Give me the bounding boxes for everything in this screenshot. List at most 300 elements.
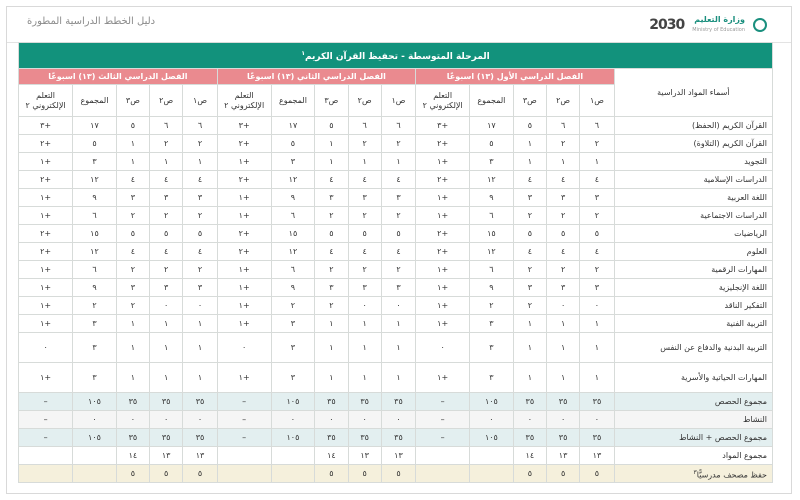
- table-cell: ٣٥: [315, 429, 348, 447]
- table-cell: ١: [183, 333, 217, 363]
- table-cell: ١: [580, 333, 614, 363]
- ministry-name: [692, 15, 745, 35]
- table-cell: ٤: [150, 243, 183, 261]
- table-cell: ٣: [470, 153, 514, 171]
- table-cell: ٤: [315, 171, 348, 189]
- table-cell: ٤: [580, 171, 614, 189]
- table-cell: +٢: [217, 135, 271, 153]
- column-header: التعلم الإلكتروني ٢: [217, 85, 271, 117]
- table-cell: ٣٥: [150, 393, 183, 411]
- table-cell: ١٠٥: [271, 393, 315, 411]
- table-cell: ١٠٥: [470, 393, 514, 411]
- table-cell: ٢: [116, 207, 149, 225]
- table-cell: ٣: [546, 279, 579, 297]
- table-cell: ٢: [348, 261, 381, 279]
- table-cell: ٥: [580, 465, 614, 483]
- table-cell: ٣٥: [513, 429, 546, 447]
- row-footnote: ٣: [693, 468, 697, 476]
- table-cell: ٠: [73, 411, 117, 429]
- column-header: ص٢: [348, 85, 381, 117]
- table-cell: ٣: [470, 333, 514, 363]
- subject-name: القرآن الكريم (الحفظ): [614, 117, 772, 135]
- table-cell: ١: [150, 315, 183, 333]
- table-cell: ٢: [150, 135, 183, 153]
- table-cell: ٤: [116, 243, 149, 261]
- column-header: ص٣: [315, 85, 348, 117]
- table-cell: –: [217, 411, 271, 429]
- table-cell: ١: [580, 315, 614, 333]
- subject-name: حفظ مصحف مدرسيًّا$^٣$: [614, 465, 772, 483]
- table-cell: ٩: [73, 189, 117, 207]
- table-cell: +١: [217, 189, 271, 207]
- subject-name: المهارات الرقمية: [614, 261, 772, 279]
- table-cell: ١: [315, 333, 348, 363]
- table-cell: ٣: [381, 189, 415, 207]
- table-cell: +١: [217, 297, 271, 315]
- table-cell: ١: [513, 333, 546, 363]
- table-row: [19, 261, 773, 279]
- table-cell: ١٣: [546, 447, 579, 465]
- table-cell: ١: [348, 363, 381, 393]
- table-cell: ٢: [580, 135, 614, 153]
- column-header: ص٢: [150, 85, 183, 117]
- table-cell: –: [19, 429, 73, 447]
- table-cell: [470, 447, 514, 465]
- table-cell: ٠: [348, 297, 381, 315]
- table-row: [19, 393, 773, 411]
- table-cell: ٣٥: [381, 393, 415, 411]
- table-cell: +٢: [217, 243, 271, 261]
- table-cell: [73, 465, 117, 483]
- table-cell: ١٥: [73, 225, 117, 243]
- table-cell: ١٣: [381, 447, 415, 465]
- table-cell: ٤: [546, 171, 579, 189]
- subject-name: مجموع الحصص: [614, 393, 772, 411]
- table-row: [19, 225, 773, 243]
- table-cell: +٢: [217, 171, 271, 189]
- table-cell: ٠: [19, 333, 73, 363]
- subject-name: الرياضيات: [614, 225, 772, 243]
- table-cell: ٥: [381, 225, 415, 243]
- table-cell: +١: [416, 153, 470, 171]
- table-cell: ٥: [150, 465, 183, 483]
- table-cell: ٢: [315, 261, 348, 279]
- semester-header: الفصل الدراسي الثالث (١٣) اسبوعًا: [19, 69, 218, 85]
- table-cell: –: [416, 393, 470, 411]
- table-cell: ١: [513, 153, 546, 171]
- table-cell: ٣: [513, 279, 546, 297]
- table-cell: –: [416, 411, 470, 429]
- table-cell: ٦: [73, 207, 117, 225]
- guide-title: دليل الخطط الدراسية المطورة: [27, 16, 156, 27]
- table-cell: ١: [116, 363, 149, 393]
- table-cell: +٢: [416, 225, 470, 243]
- table-cell: +١: [416, 189, 470, 207]
- table-cell: ٣: [513, 189, 546, 207]
- column-header: ص٣: [513, 85, 546, 117]
- table-cell: ٤: [183, 171, 217, 189]
- table-cell: ١: [315, 135, 348, 153]
- table-cell: +١: [416, 207, 470, 225]
- table-cell: ٥: [315, 465, 348, 483]
- table-cell: ٢: [116, 261, 149, 279]
- subject-name: الدراسات الإسلامية: [614, 171, 772, 189]
- table-cell: ١٥: [470, 225, 514, 243]
- table-cell: ٥: [470, 135, 514, 153]
- table-cell: ٩: [470, 279, 514, 297]
- table-cell: [271, 447, 315, 465]
- table-cell: ٠: [217, 333, 271, 363]
- table-cell: ٣٥: [116, 429, 149, 447]
- subject-name: النشاط: [614, 411, 772, 429]
- table-cell: ٣٥: [183, 393, 217, 411]
- subject-name: اللغة الإنجليزية: [614, 279, 772, 297]
- table-cell: ٣: [271, 153, 315, 171]
- table-cell: +٢: [19, 135, 73, 153]
- table-cell: +١: [416, 315, 470, 333]
- table-cell: ٥: [183, 225, 217, 243]
- table-cell: ٠: [150, 411, 183, 429]
- table-cell: ٣٥: [315, 393, 348, 411]
- table-cell: ٢: [580, 207, 614, 225]
- table-row: [19, 465, 773, 483]
- table-cell: ٤: [580, 243, 614, 261]
- table-cell: +٢: [19, 243, 73, 261]
- table-row: [19, 207, 773, 225]
- table-cell: ٦: [150, 117, 183, 135]
- table-cell: ٢: [546, 135, 579, 153]
- table-cell: ٩: [73, 279, 117, 297]
- table-cell: ٠: [546, 297, 579, 315]
- table-cell: ٥: [513, 465, 546, 483]
- subject-name: مجموع الحصص + النشاط: [614, 429, 772, 447]
- table-cell: ٥: [315, 117, 348, 135]
- table-cell: ٤: [513, 171, 546, 189]
- table-row: [19, 447, 773, 465]
- table-cell: ١: [183, 363, 217, 393]
- table-cell: ٠: [183, 297, 217, 315]
- subject-name: التربية الفنية: [614, 315, 772, 333]
- table-cell: ١٣: [183, 447, 217, 465]
- table-cell: [217, 465, 271, 483]
- table-cell: ٣: [183, 279, 217, 297]
- table-cell: ٥: [580, 225, 614, 243]
- column-header: ص١: [381, 85, 415, 117]
- column-header: المجموع: [271, 85, 315, 117]
- table-cell: ١٠٥: [470, 429, 514, 447]
- table-cell: ٣: [580, 279, 614, 297]
- table-cell: ٣٥: [348, 393, 381, 411]
- table-cell: ٤: [348, 243, 381, 261]
- column-header: ص٣: [116, 85, 149, 117]
- table-cell: ١٣: [580, 447, 614, 465]
- table-cell: ٣: [315, 189, 348, 207]
- table-cell: +٢: [416, 135, 470, 153]
- table-cell: ٠: [470, 411, 514, 429]
- table-cell: ١: [546, 333, 579, 363]
- table-cell: ٠: [150, 297, 183, 315]
- table-cell: +٢: [19, 225, 73, 243]
- table-cell: ٠: [546, 411, 579, 429]
- table-cell: ٢: [183, 261, 217, 279]
- table-cell: +١: [416, 261, 470, 279]
- table-cell: ٣: [73, 333, 117, 363]
- table-cell: ٣: [73, 363, 117, 393]
- table-cell: [19, 465, 73, 483]
- table-cell: ١: [513, 315, 546, 333]
- table-cell: ٣: [580, 189, 614, 207]
- table-cell: ٠: [271, 411, 315, 429]
- ministry-sub-label: Ministry of Education: [692, 27, 745, 33]
- table-cell: ١: [116, 333, 149, 363]
- table-cell: ١٠٥: [271, 429, 315, 447]
- table-cell: ٥: [116, 117, 149, 135]
- table-cell: ١٠٥: [73, 393, 117, 411]
- table-cell: ١٢: [73, 243, 117, 261]
- table-cell: ٣: [271, 315, 315, 333]
- table-cell: ١: [513, 363, 546, 393]
- table-cell: ١: [546, 363, 579, 393]
- table-cell: ٦: [271, 207, 315, 225]
- table-cell: ٦: [470, 261, 514, 279]
- table-cell: ١٧: [73, 117, 117, 135]
- table-cell: ١: [183, 153, 217, 171]
- table-cell: +٢: [416, 243, 470, 261]
- table-cell: ٣: [150, 189, 183, 207]
- table-cell: ٥: [150, 225, 183, 243]
- table-cell: ١: [315, 315, 348, 333]
- table-cell: ١٠٥: [73, 429, 117, 447]
- table-cell: ١٢: [470, 243, 514, 261]
- column-header: ص١: [183, 85, 217, 117]
- table-row: [19, 315, 773, 333]
- table-cell: ٢: [546, 261, 579, 279]
- table-cell: ٠: [416, 333, 470, 363]
- table-cell: ٢: [150, 207, 183, 225]
- column-header: التعلم الإلكتروني ٢: [19, 85, 73, 117]
- table-cell: ٦: [271, 261, 315, 279]
- table-cell: +١: [217, 207, 271, 225]
- table-cell: –: [19, 411, 73, 429]
- table-cell: ١: [348, 315, 381, 333]
- table-cell: ٩: [271, 189, 315, 207]
- table-cell: ٥: [546, 225, 579, 243]
- table-cell: ١: [381, 333, 415, 363]
- table-cell: ٣: [470, 363, 514, 393]
- table-cell: ٢: [348, 135, 381, 153]
- table-row: [19, 333, 773, 363]
- table-cell: ٤: [381, 243, 415, 261]
- study-plan-table: [18, 42, 773, 483]
- table-cell: ٣: [116, 279, 149, 297]
- table-cell: ٢: [470, 297, 514, 315]
- table-cell: ١: [116, 135, 149, 153]
- semester-header: الفصل الدراسي الثاني (١٣) اسبوعًا: [217, 69, 415, 85]
- table-cell: ١: [150, 153, 183, 171]
- table-cell: ٢: [183, 207, 217, 225]
- table-cell: –: [217, 393, 271, 411]
- table-cell: [416, 447, 470, 465]
- table-cell: ٠: [183, 411, 217, 429]
- table-cell: ١: [348, 333, 381, 363]
- table-cell: ٣: [73, 153, 117, 171]
- table-cell: ٠: [580, 297, 614, 315]
- table-cell: ١٣: [348, 447, 381, 465]
- table-cell: ٣: [150, 279, 183, 297]
- table-cell: [217, 447, 271, 465]
- table-cell: ٢: [381, 207, 415, 225]
- table-cell: ٤: [116, 171, 149, 189]
- table-cell: ٣: [470, 315, 514, 333]
- table-cell: ٢: [513, 261, 546, 279]
- table-cell: ٤: [315, 243, 348, 261]
- table-cell: ٥: [381, 465, 415, 483]
- table-cell: ١: [150, 363, 183, 393]
- table-cell: ١٤: [513, 447, 546, 465]
- table-cell: ٠: [580, 411, 614, 429]
- subjects-header: أسماء المواد الدراسية: [614, 69, 772, 117]
- subject-name: اللغة العربية: [614, 189, 772, 207]
- table-cell: –: [217, 429, 271, 447]
- table-cell: ١٢: [73, 171, 117, 189]
- table-row: [19, 243, 773, 261]
- table-cell: ٣٥: [348, 429, 381, 447]
- table-cell: ٢: [580, 261, 614, 279]
- table-cell: ٢: [183, 135, 217, 153]
- table-cell: ٥: [513, 117, 546, 135]
- column-header: التعلم الإلكتروني ٢: [416, 85, 470, 117]
- table-cell: ٣٥: [381, 429, 415, 447]
- table-cell: ٢: [271, 297, 315, 315]
- table-cell: ٣: [315, 279, 348, 297]
- table-cell: ٢: [546, 207, 579, 225]
- table-cell: ١: [580, 363, 614, 393]
- table-cell: ٥: [513, 225, 546, 243]
- table-cell: ٠: [381, 411, 415, 429]
- table-cell: ١: [348, 153, 381, 171]
- table-cell: ٠: [348, 411, 381, 429]
- table-row: [19, 189, 773, 207]
- table-cell: ٩: [470, 189, 514, 207]
- table-cell: ١: [546, 153, 579, 171]
- table-cell: ١: [381, 363, 415, 393]
- table-cell: ٣: [271, 333, 315, 363]
- table-cell: +١: [19, 315, 73, 333]
- table-cell: ٢: [381, 135, 415, 153]
- table-cell: ٣: [348, 189, 381, 207]
- table-cell: ١٤: [116, 447, 149, 465]
- table-cell: ٦: [381, 117, 415, 135]
- table-cell: ١: [381, 153, 415, 171]
- table-cell: ٢: [348, 207, 381, 225]
- table-cell: ٢: [315, 207, 348, 225]
- table-cell: ٣٥: [580, 429, 614, 447]
- table-cell: ٢: [381, 261, 415, 279]
- ministry-logo: [647, 11, 767, 39]
- table-cell: ٢: [73, 297, 117, 315]
- subject-name: التجويد: [614, 153, 772, 171]
- table-cell: ٣: [348, 279, 381, 297]
- table-cell: ٤: [513, 243, 546, 261]
- table-cell: +١: [217, 315, 271, 333]
- table-cell: ٣٥: [116, 393, 149, 411]
- table-cell: ٤: [150, 171, 183, 189]
- table-cell: ١: [315, 153, 348, 171]
- table-cell: [271, 465, 315, 483]
- semester-header: الفصل الدراسي الأول (١٣) اسبوعًا: [416, 69, 614, 85]
- table-cell: ٣: [271, 363, 315, 393]
- table-cell: ٩: [271, 279, 315, 297]
- table-row: [19, 153, 773, 171]
- table-cell: +١: [416, 363, 470, 393]
- table-cell: –: [19, 393, 73, 411]
- table-cell: [19, 447, 73, 465]
- table-cell: ٣: [546, 189, 579, 207]
- column-header: المجموع: [470, 85, 514, 117]
- table-cell: +١: [19, 297, 73, 315]
- table-cell: ٤: [183, 243, 217, 261]
- subject-name: المهارات الحياتية والأسرية: [614, 363, 772, 393]
- table-cell: ٥: [116, 465, 149, 483]
- table-title: [19, 43, 773, 69]
- subject-name: التفكير الناقد: [614, 297, 772, 315]
- table-cell: ٢: [513, 207, 546, 225]
- table-cell: ١: [150, 333, 183, 363]
- table-cell: +١: [19, 261, 73, 279]
- table-cell: +١: [416, 297, 470, 315]
- table-cell: ٦: [348, 117, 381, 135]
- table-title-text: المرحلة المتوسطة - تحفيظ القرآن الكريم: [304, 52, 490, 62]
- table-cell: ٣٥: [513, 393, 546, 411]
- table-cell: –: [416, 429, 470, 447]
- subject-name: الدراسات الاجتماعية: [614, 207, 772, 225]
- subject-name: القرآن الكريم (التلاوة): [614, 135, 772, 153]
- table-cell: ٥: [271, 135, 315, 153]
- table-cell: +٣: [217, 117, 271, 135]
- column-header: المجموع: [73, 85, 117, 117]
- table-cell: +١: [217, 279, 271, 297]
- table-cell: ٥: [546, 465, 579, 483]
- subject-name: العلوم: [614, 243, 772, 261]
- table-cell: ٢: [150, 261, 183, 279]
- table-row: [19, 279, 773, 297]
- table-cell: ١٧: [470, 117, 514, 135]
- table-cell: [416, 465, 470, 483]
- table-cell: [470, 465, 514, 483]
- table-cell: ٢: [116, 297, 149, 315]
- table-cell: ٦: [470, 207, 514, 225]
- ministry-emblem-icon: [753, 18, 767, 32]
- table-cell: ٤: [381, 171, 415, 189]
- table-row: [19, 297, 773, 315]
- table-cell: ٣٥: [150, 429, 183, 447]
- table-cell: ١: [546, 315, 579, 333]
- table-cell: +١: [19, 279, 73, 297]
- table-cell: ١٢: [271, 243, 315, 261]
- column-header: ص٢: [546, 85, 579, 117]
- table-row: [19, 135, 773, 153]
- table-cell: ٠: [381, 297, 415, 315]
- table-cell: ١٢: [271, 171, 315, 189]
- table-cell: ٦: [183, 117, 217, 135]
- table-row: [19, 363, 773, 393]
- table-cell: ٥: [116, 225, 149, 243]
- table-cell: +١: [19, 363, 73, 393]
- table-cell: ١: [116, 153, 149, 171]
- vision-2030-logo: 2030: [649, 17, 685, 33]
- table-title-row: [19, 43, 773, 69]
- table-cell: ٠: [116, 411, 149, 429]
